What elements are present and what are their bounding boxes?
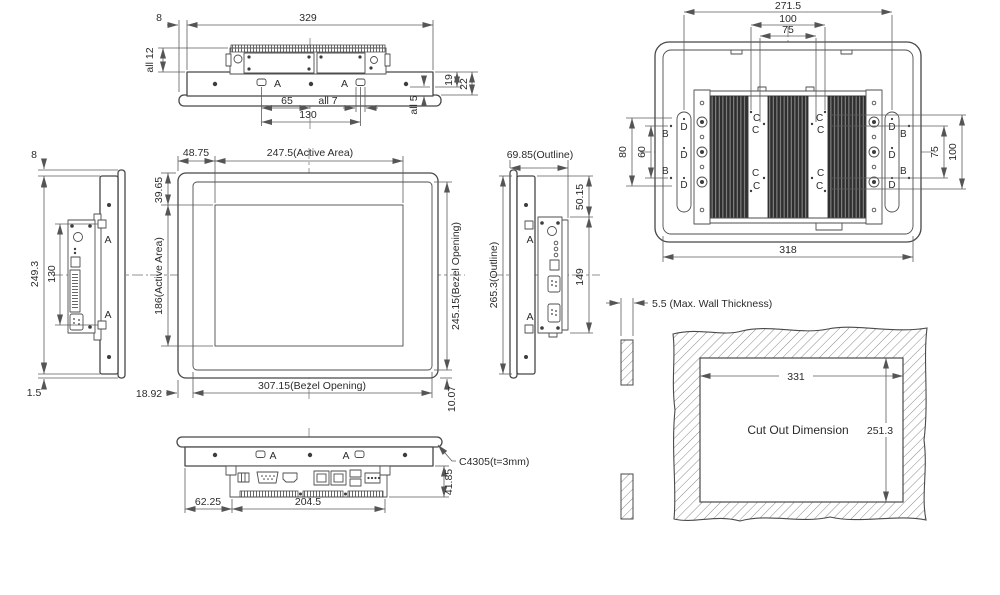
dim-329: 329 <box>299 12 317 24</box>
dim-22: 22 <box>458 78 470 90</box>
vent-ribs <box>348 491 383 497</box>
dim-18-92: 18.92 <box>135 388 163 400</box>
led <box>74 252 76 254</box>
bottom-connector <box>816 223 842 230</box>
mount-hole-a <box>98 220 106 228</box>
front-view <box>136 147 465 412</box>
rj45-port <box>314 471 329 485</box>
dim-249-3: 249.3 <box>29 260 41 288</box>
dim-41-85: 41.85 <box>443 468 455 496</box>
dim-all-12: all 12 <box>144 47 156 73</box>
wall-section <box>621 474 633 519</box>
label-a: A <box>526 234 534 246</box>
label-b: B <box>662 129 669 140</box>
wall-thickness-note: 5.5 (Max. Wall Thickness) <box>652 298 773 310</box>
dim-204-5: 204.5 <box>294 496 322 508</box>
dim-318: 318 <box>779 244 797 256</box>
mount-hole-a <box>257 79 266 86</box>
label-a: A <box>341 78 349 90</box>
screw <box>107 355 111 359</box>
screw <box>107 203 111 207</box>
db9-connector <box>548 304 560 322</box>
glass-edge <box>179 95 441 106</box>
dim-8: 8 <box>156 12 162 24</box>
mount-hole-a <box>525 221 533 229</box>
label-d: D <box>888 180 896 191</box>
tab <box>731 50 742 54</box>
label-c: C <box>752 125 760 136</box>
mount-bracket-left <box>694 90 710 224</box>
db9-connector <box>70 314 83 330</box>
label-c: C <box>817 125 825 136</box>
dim-all-5: all 5 <box>408 95 420 115</box>
vent-ribs <box>231 45 385 52</box>
label-d: D <box>888 150 896 161</box>
label-a: A <box>104 309 112 321</box>
hdmi-port <box>283 473 297 482</box>
dim-251-3: 251.3 <box>866 425 894 437</box>
dim-130: 130 <box>299 109 317 121</box>
dim-50-15: 50.15 <box>574 183 586 211</box>
label-b: B <box>900 166 907 177</box>
dim-62-25: 62.25 <box>194 496 222 508</box>
usb-port <box>350 470 361 477</box>
heatsink-cap <box>706 218 870 223</box>
label-d: D <box>680 150 688 161</box>
label-d: D <box>888 122 896 133</box>
label-a: A <box>526 311 534 323</box>
db9-connector <box>548 276 560 292</box>
dim-outline-w: 69.85(Outline) <box>506 149 574 161</box>
label-a: A <box>269 450 277 462</box>
label-a: A <box>274 78 282 90</box>
heatsink-cap <box>706 91 870 96</box>
label-d: D <box>680 122 688 133</box>
label-c: C <box>816 113 824 124</box>
tab <box>806 87 814 91</box>
mount-plate <box>562 220 568 330</box>
dim-39-65: 39.65 <box>153 176 165 204</box>
usb-port <box>350 479 361 486</box>
dim-80: 80 <box>617 146 629 158</box>
label-c: C <box>753 113 761 124</box>
dim-bezel-w: 307.15(Bezel Opening) <box>258 380 366 392</box>
dim-75-v: 75 <box>929 146 941 158</box>
dim-active-h: 186(Active Area) <box>153 237 165 315</box>
glass-edge <box>118 170 125 378</box>
label-c: C <box>752 168 760 179</box>
dim-75: 75 <box>782 24 794 36</box>
label-b: B <box>662 166 669 177</box>
label-b: B <box>900 129 907 140</box>
io-panel <box>226 466 390 497</box>
fin-block <box>828 96 870 218</box>
mount-bracket-right <box>866 90 882 224</box>
mount-hole-a <box>256 451 265 458</box>
tab <box>758 87 766 91</box>
glass-edge <box>177 437 442 447</box>
dim-271-5: 271.5 <box>774 0 802 12</box>
screw <box>369 66 372 69</box>
cutout-caption: Cut Out Dimension <box>747 423 849 437</box>
mount-slot-left <box>677 112 691 212</box>
glass-edge <box>510 170 517 378</box>
dim-65: 65 <box>281 95 293 107</box>
label-c: C <box>816 181 824 192</box>
label-c: C <box>817 168 825 179</box>
dim-10-07: 10.07 <box>446 385 458 413</box>
io-module <box>538 217 568 337</box>
module-box-2 <box>317 53 365 73</box>
dim-48-75: 48.75 <box>182 147 210 159</box>
db9-connector <box>257 472 278 483</box>
dim-1-5: 1.5 <box>26 387 42 399</box>
dim-100-v: 100 <box>947 143 959 161</box>
tab <box>549 333 557 337</box>
usb-port <box>71 257 80 267</box>
dim-60: 60 <box>636 146 648 158</box>
dim-331: 331 <box>787 371 805 383</box>
mount-hole-a <box>356 79 365 86</box>
bracket-foot <box>226 466 236 475</box>
bezel <box>178 173 438 378</box>
led <box>74 248 76 250</box>
rj45-port <box>331 471 346 485</box>
terminal-block <box>238 473 249 482</box>
dim-149: 149 <box>574 268 586 286</box>
tab <box>841 50 852 54</box>
rear-modules <box>226 45 390 74</box>
mount-hole-a <box>98 321 106 329</box>
label-a: A <box>104 234 112 246</box>
side-clip <box>226 54 231 66</box>
fin-block <box>768 96 808 218</box>
dim-19: 19 <box>443 74 455 86</box>
module-box-1 <box>244 53 314 73</box>
mount-slot-right <box>885 112 899 212</box>
label-a: A <box>342 450 350 462</box>
dim-100: 100 <box>779 13 797 25</box>
side-clip <box>385 54 390 66</box>
dim-130: 130 <box>46 265 58 283</box>
dim-active-w: 247.5(Active Area) <box>266 147 354 159</box>
bracket-foot <box>380 466 390 475</box>
dim-bezel-h: 245.15(Bezel Opening) <box>450 222 462 330</box>
usb-port <box>550 260 559 270</box>
terminal-pins <box>72 272 78 310</box>
heatsink <box>706 87 870 230</box>
label-d: D <box>680 180 688 191</box>
mount-hole-a <box>355 451 364 458</box>
mount-hole-a <box>525 325 533 333</box>
wall-section <box>621 340 633 385</box>
screw <box>524 203 528 207</box>
corner-note: C4305(t=3mm) <box>459 456 530 468</box>
dim-all-7: all 7 <box>318 95 338 107</box>
dim-outline-h: 265.3(Outline) <box>488 241 500 309</box>
io-module <box>68 220 95 333</box>
screw <box>524 355 528 359</box>
label-c: C <box>753 181 761 192</box>
vent-ribs <box>240 491 298 497</box>
dim-8: 8 <box>31 149 37 161</box>
fin-block <box>706 96 748 218</box>
